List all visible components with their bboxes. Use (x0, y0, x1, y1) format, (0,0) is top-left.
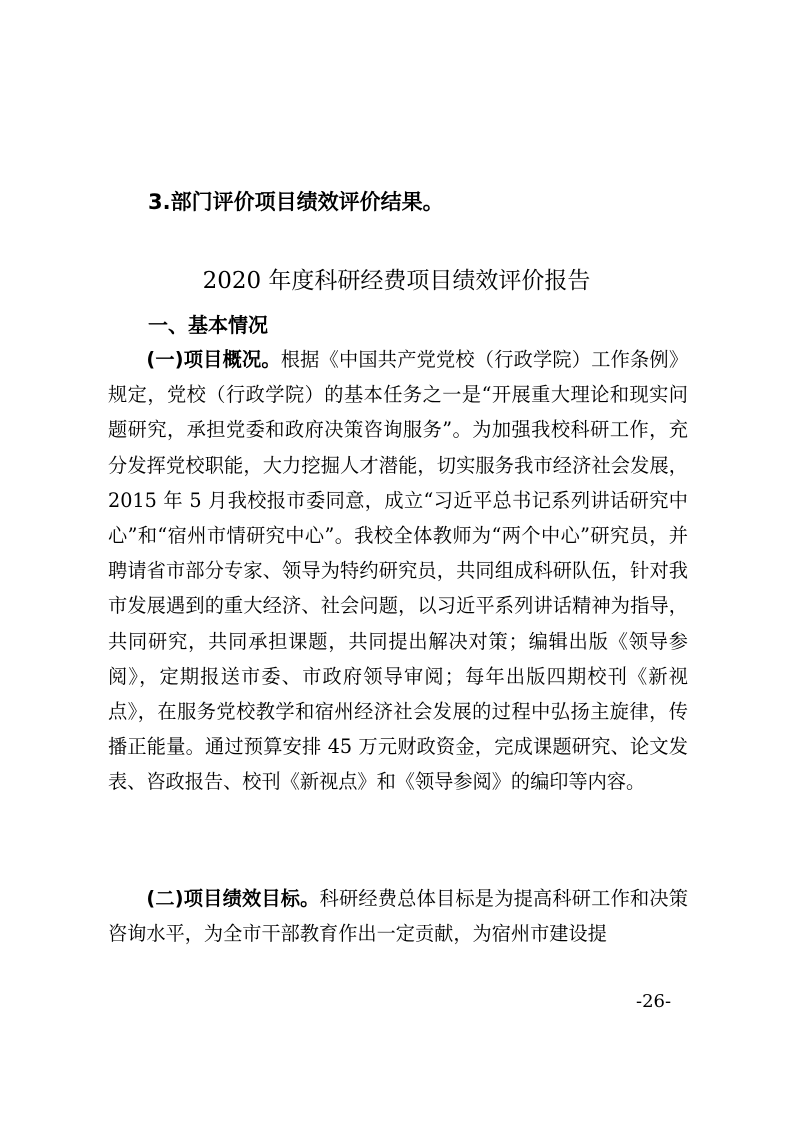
paragraph-body: 根据《中国共产党党校（行政学院）工作条例》规定，党校（行政学院）的基本任务之一是“开展重大理论和现实问题研究，承担党委和政府决策咨询服务”。为加强我校科研工作，充分发挥党校职能，大力挖掘人才潜能，切实服务我市经济社会发展，2015 年 5 月我校报市委同意，成立“习近平总书记系列讲话研究中心”和“宿州市情研究中心”。我校全体教师为“两个中心”研究员，并聘请省市部分专家、领导为特约研究员，共同组成科研队伍，针对我市发展遇到的重大经济、社会问题，以习近平系列讲话精神为指导，共同研究，共同承担课题，共同提出解决对策；编辑出版《领导参阅》，定期报送市委、市政府领导审阅；每年出版四期校刊《新视点》，在服务党校教学和宿州经济社会发展的过程中弘扬主旋律，传播正能量。通过预算安排 45 万元财政资金，完成课题研究、论文发表、咨政报告、校刊《新视点》和《领导参阅》的编印等内容。 (108, 348, 689, 794)
page-number: -26- (636, 991, 672, 1012)
paragraph-body: 科研经费总体目标是为提高科研工作和决策咨询水平，为全市干部教育作出一定贡献，为宿州市建设提 (108, 887, 688, 946)
paragraph-heading: (二)项目绩效目标。 (146, 887, 320, 910)
section-label: 3.部门评价项目绩效评价结果。 (148, 190, 444, 214)
report-title: 2020 年度科研经费项目绩效评价报告 (202, 268, 591, 294)
part-heading: 一、基本情况 (148, 313, 268, 337)
paragraph-performance-goals (108, 881, 688, 951)
paragraph-heading: (一)项目概况。 (146, 348, 281, 371)
paragraph-project-overview (108, 342, 688, 800)
